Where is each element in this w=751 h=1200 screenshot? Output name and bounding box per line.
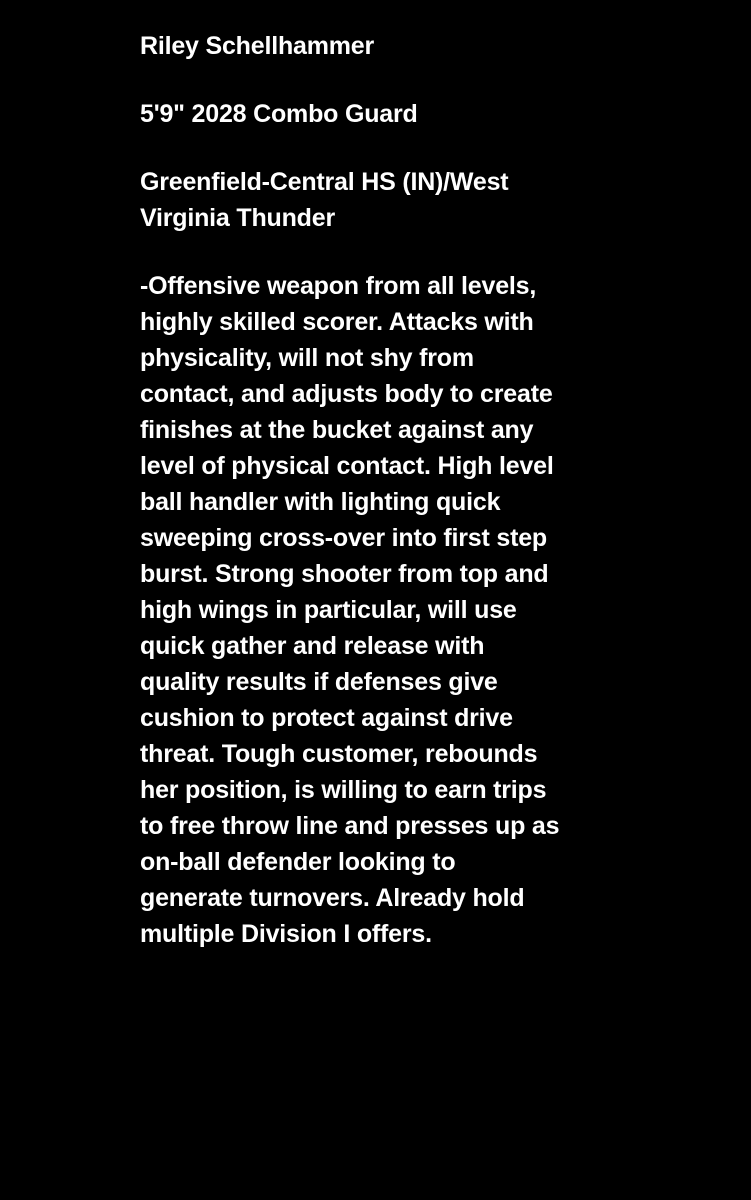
- evaluation-line: burst. Strong shooter from top and: [140, 560, 549, 588]
- evaluation-line: cushion to protect against drive: [140, 704, 513, 732]
- evaluation-line: quality results if defenses give: [140, 668, 498, 696]
- school-line: Greenfield-Central HS (IN)/West: [140, 168, 509, 196]
- evaluation-line: ball handler with lighting quick: [140, 488, 501, 516]
- evaluation-line: highly skilled scorer. Attacks with: [140, 308, 534, 336]
- scouting-report: [140, 28, 620, 952]
- player-school: [140, 164, 620, 236]
- evaluation-text: [140, 268, 620, 952]
- evaluation-line: generate turnovers. Already hold: [140, 884, 525, 912]
- evaluation-line: -Offensive weapon from all levels,: [140, 272, 537, 300]
- player-name: Riley Schellhammer: [140, 32, 375, 60]
- evaluation-line: finishes at the bucket against any: [140, 416, 534, 444]
- evaluation-line: physicality, will not shy from: [140, 344, 474, 372]
- player-measurables: 5'9" 2028 Combo Guard: [140, 100, 418, 128]
- evaluation-line: her position, is willing to earn trips: [140, 776, 547, 804]
- evaluation-line: contact, and adjusts body to create: [140, 380, 553, 408]
- evaluation-line: quick gather and release with: [140, 632, 485, 660]
- evaluation-line: high wings in particular, will use: [140, 596, 517, 624]
- evaluation-line: threat. Tough customer, rebounds: [140, 740, 538, 768]
- evaluation-line: on-ball defender looking to: [140, 848, 456, 876]
- school-line: Virginia Thunder: [140, 204, 335, 232]
- evaluation-line: to free throw line and presses up as: [140, 812, 560, 840]
- evaluation-line: sweeping cross-over into first step: [140, 524, 547, 552]
- evaluation-line: multiple Division I offers.: [140, 920, 432, 948]
- evaluation-line: level of physical contact. High level: [140, 452, 554, 480]
